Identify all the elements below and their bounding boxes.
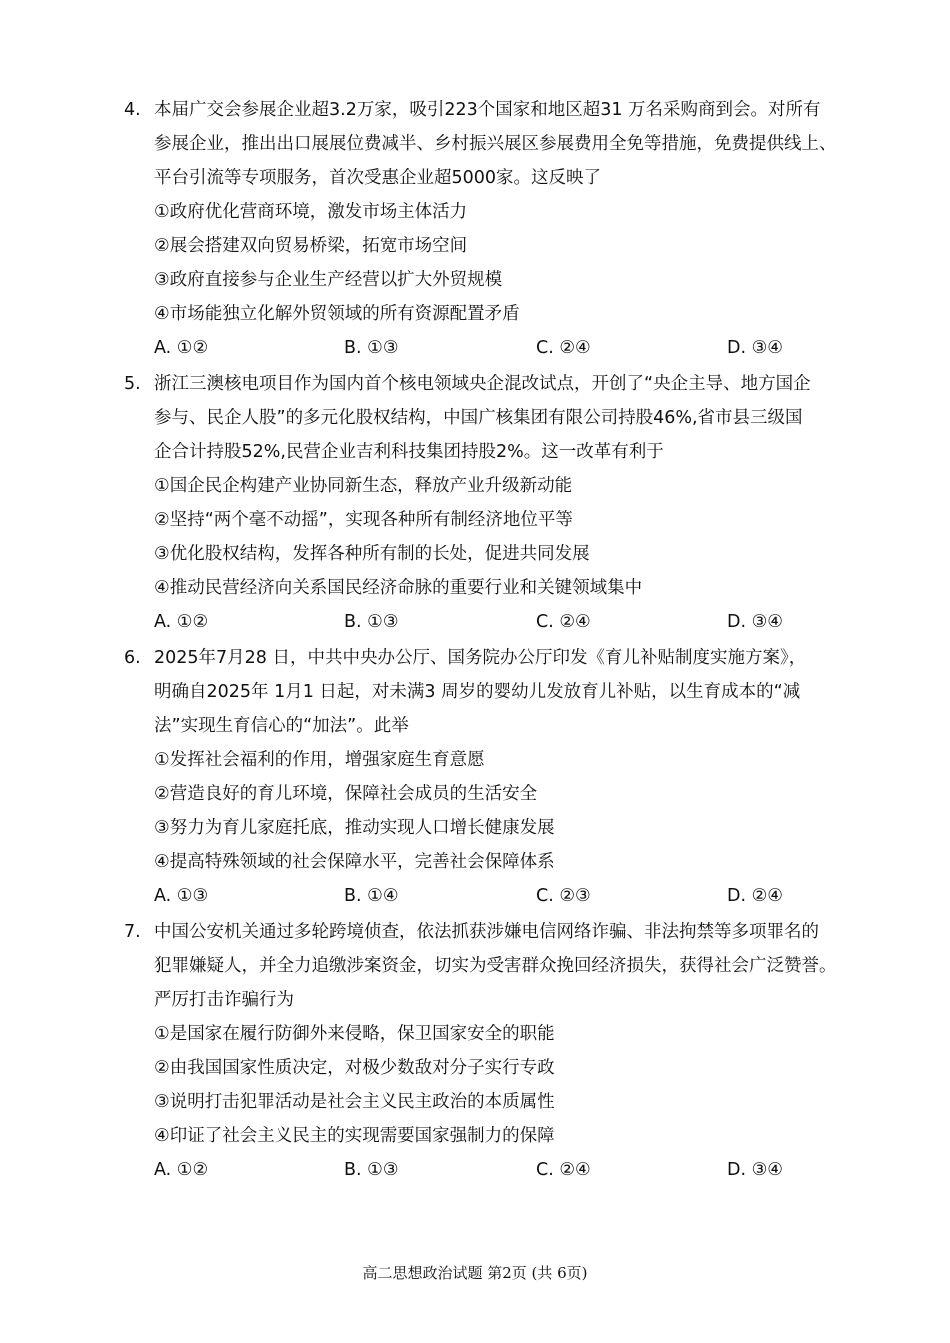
question-stem-line [124, 641, 884, 675]
answer-options [124, 331, 884, 365]
question-stem-line: 参与、民企人股”的多元化股权结构，中国广核集团有限公司持股46%,省市县三级国 [154, 408, 803, 428]
statement: ③努力为育儿家庭托底，推动实现人口增长健康发展 [154, 818, 555, 838]
statement: ③优化股权结构，发挥各种所有制的长处，促进共同发展 [154, 544, 590, 564]
question-stem-line: 企合计持股52%,民营企业吉利科技集团持股2%。这一改革有利于 [154, 442, 664, 462]
question-stem-line: 参展企业，推出出口展展位费减半、乡村振兴展区参展费用全免等措施，免费提供线上、 [154, 134, 837, 154]
question-6 [124, 641, 884, 913]
statement: ①国企民企构建产业协同新生态，释放产业升级新动能 [154, 476, 573, 496]
statement: ①是国家在履行防御外来侵略，保卫国家安全的职能 [154, 1024, 555, 1044]
statement: ③说明打击犯罪活动是社会主义民主政治的本质属性 [154, 1092, 555, 1112]
option-c: C. ②④ [536, 338, 591, 358]
option-d: D. ③④ [727, 612, 783, 632]
option-a: A. ①② [154, 1160, 209, 1180]
statement: ④市场能独立化解外贸领域的所有资源配置矛盾 [154, 304, 520, 324]
question-7 [124, 915, 884, 1187]
question-number: 4. [124, 100, 141, 120]
option-b: B. ①③ [344, 1160, 399, 1180]
answer-options [124, 605, 884, 639]
statement: ④提高特殊领域的社会保障水平，完善社会保障体系 [154, 852, 555, 872]
answer-options [124, 1153, 884, 1187]
option-a: A. ①② [154, 338, 209, 358]
statement: ④推动民营经济向关系国民经济命脉的重要行业和关键领域集中 [154, 578, 643, 598]
question-stem-line: 明确自2025年 1月1 日起，对未满3 周岁的婴幼儿发放育儿补贴，以生育成本的“减 [154, 682, 801, 702]
question-number: 5. [124, 374, 141, 394]
question-stem-line [124, 367, 884, 401]
option-a: A. ①③ [154, 886, 209, 906]
statement: ③政府直接参与企业生产经营以扩大外贸规模 [154, 270, 503, 290]
page-footer: 高二思想政治试题 第2页 (共 6页) [362, 1264, 588, 1282]
question-stem-line: 犯罪嫌疑人，并全力追缴涉案资金，切实为受害群众挽回经济损失，获得社会广泛赞誉。 [154, 956, 837, 976]
statement: ②展会搭建双向贸易桥梁，拓宽市场空间 [154, 236, 468, 256]
question-stem-line: 严厉打击诈骗行为 [154, 990, 294, 1010]
question-4 [124, 93, 884, 365]
stem-text: 本届广交会参展企业超3.2万家，吸引223个国家和地区超31 万名采购商到会。对所有 [154, 100, 821, 120]
question-stem-line [124, 93, 884, 127]
option-d: D. ②④ [727, 886, 783, 906]
statement: ①发挥社会福利的作用，增强家庭生育意愿 [154, 750, 485, 770]
stem-text: 浙江三澳核电项目作为国内首个核电领域央企混改试点，开创了“央企主导、地方国企 [154, 374, 811, 394]
question-stem-line: 平台引流等专项服务，首次受惠企业超5000家。这反映了 [154, 168, 602, 188]
answer-options [124, 879, 884, 913]
option-d: D. ③④ [727, 1160, 783, 1180]
option-b: B. ①③ [344, 612, 399, 632]
statement: ②营造良好的育儿环境，保障社会成员的生活安全 [154, 784, 538, 804]
statement: ②由我国国家性质决定，对极少数敌对分子实行专政 [154, 1058, 555, 1078]
statement: ②坚持“两个毫不动摇”，实现各种所有制经济地位平等 [154, 510, 573, 530]
option-b: B. ①③ [344, 338, 399, 358]
option-c: C. ②④ [536, 612, 591, 632]
option-b: B. ①④ [344, 886, 399, 906]
stem-text: 2025年7月28 日，中共中央办公厅、国务院办公厅印发《育儿补贴制度实施方案》， [154, 648, 807, 668]
stem-text: 中国公安机关通过多轮跨境侦查，依法抓获涉嫌电信网络诈骗、非法拘禁等多项罪名的 [154, 922, 819, 942]
question-stem-line: 法”实现生育信心的“加法”。此举 [154, 716, 409, 736]
question-stem-line [124, 915, 884, 949]
question-number: 7. [124, 922, 141, 942]
statement: ①政府优化营商环境，激发市场主体活力 [154, 202, 468, 222]
option-d: D. ③④ [727, 338, 783, 358]
option-c: C. ②④ [536, 1160, 591, 1180]
option-c: C. ②③ [536, 886, 591, 906]
question-number: 6. [124, 648, 141, 668]
option-a: A. ①② [154, 612, 209, 632]
question-5 [124, 367, 884, 639]
statement: ④印证了社会主义民主的实现需要国家强制力的保障 [154, 1126, 555, 1146]
